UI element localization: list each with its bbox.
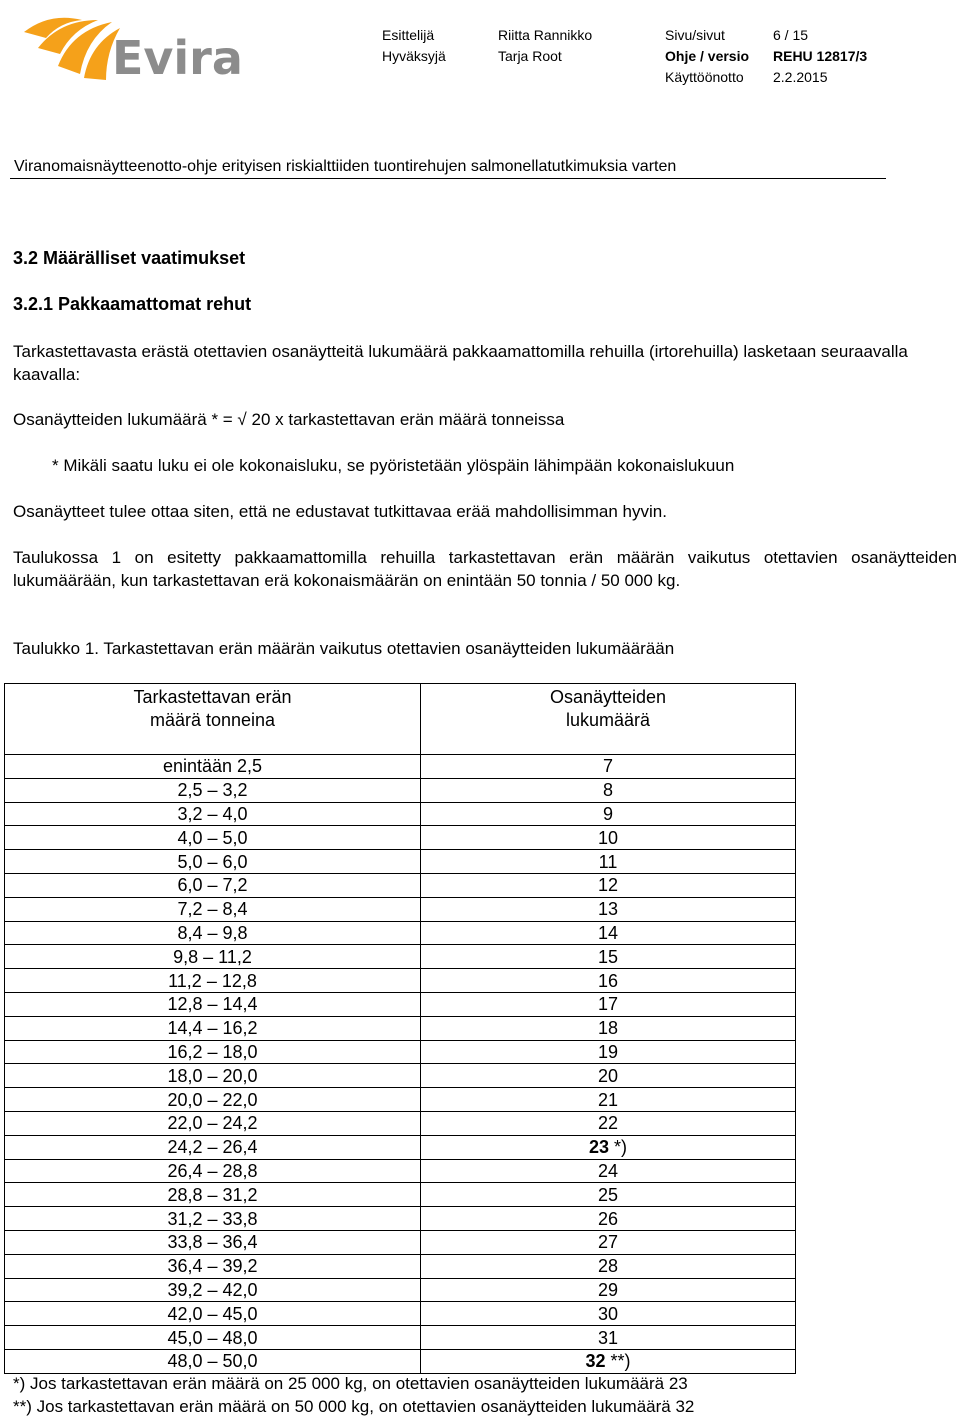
count-value: 16 bbox=[597, 970, 619, 991]
header-label-presenter: Esittelijä bbox=[382, 27, 435, 43]
table-row bbox=[5, 826, 796, 850]
table-row bbox=[5, 1207, 796, 1231]
table-row bbox=[5, 1064, 796, 1088]
sampling-note: Osanäytteet tulee ottaa siten, että ne edustavat tutkittavaa erää mahdollisimman hyvin. bbox=[13, 502, 667, 521]
count-cell bbox=[421, 1040, 796, 1064]
count-value: 22 bbox=[597, 1113, 619, 1134]
count-value: 8 bbox=[602, 780, 613, 801]
amount-cell: 18,0 – 20,0 bbox=[5, 1064, 421, 1088]
amount-cell: 2,5 – 3,2 bbox=[5, 778, 421, 802]
table-row bbox=[5, 755, 796, 779]
count-cell bbox=[421, 802, 796, 826]
header-divider bbox=[10, 178, 886, 179]
count-cell bbox=[421, 945, 796, 969]
section-heading: 3.2 Määrälliset vaatimukset bbox=[13, 248, 246, 268]
table-row bbox=[5, 1159, 796, 1183]
count-cell bbox=[421, 826, 796, 850]
count-cell bbox=[421, 1064, 796, 1088]
table-row bbox=[5, 1254, 796, 1278]
count-cell bbox=[421, 873, 796, 897]
document-title: Viranomaisnäytteenotto-ohje erityisen riskialttiiden tuontirehujen salmonellatutkimuksia varten bbox=[14, 158, 677, 175]
count-value: 12 bbox=[597, 875, 619, 896]
count-value: 29 bbox=[597, 1279, 619, 1300]
amount-cell: 16,2 – 18,0 bbox=[5, 1040, 421, 1064]
amount-cell: 8,4 – 9,8 bbox=[5, 921, 421, 945]
amount-cell: 3,2 – 4,0 bbox=[5, 802, 421, 826]
table-row bbox=[5, 873, 796, 897]
amount-cell: 39,2 – 42,0 bbox=[5, 1278, 421, 1302]
logo-wing-icon bbox=[24, 18, 120, 80]
table-row bbox=[5, 1040, 796, 1064]
count-value: 31 bbox=[597, 1327, 619, 1348]
amount-cell: enintään 2,5 bbox=[5, 755, 421, 779]
table-header-row bbox=[5, 684, 796, 755]
table-row bbox=[5, 1135, 796, 1159]
footnote-marker: *) bbox=[609, 1137, 628, 1158]
sample-count-table bbox=[4, 683, 796, 1374]
amount-cell: 28,8 – 31,2 bbox=[5, 1183, 421, 1207]
count-value: 20 bbox=[597, 1065, 619, 1086]
count-value: 19 bbox=[597, 1041, 619, 1062]
header-presenter-name: Riitta Rannikko bbox=[498, 27, 593, 43]
count-value: 27 bbox=[597, 1232, 619, 1253]
count-cell bbox=[421, 1230, 796, 1254]
amount-cell: 33,8 – 36,4 bbox=[5, 1230, 421, 1254]
amount-cell: 48,0 – 50,0 bbox=[5, 1349, 421, 1373]
footnote-marker: **) bbox=[605, 1351, 631, 1372]
table-row bbox=[5, 1278, 796, 1302]
header-count-line2: lukumäärä bbox=[565, 710, 651, 730]
table-row bbox=[5, 921, 796, 945]
count-value: 11 bbox=[598, 851, 618, 872]
table-row bbox=[5, 897, 796, 921]
count-value: 13 bbox=[597, 899, 619, 920]
table-row bbox=[5, 1016, 796, 1040]
amount-cell: 45,0 – 48,0 bbox=[5, 1326, 421, 1350]
table-row bbox=[5, 1349, 796, 1373]
count-cell bbox=[421, 1207, 796, 1231]
table-row bbox=[5, 945, 796, 969]
count-cell bbox=[421, 1349, 796, 1373]
table-row bbox=[5, 850, 796, 874]
intro-paragraph: Tarkastettavasta erästä otettavien osanäytteitä lukumäärä pakkaamattomilla rehuilla (irtorehuilla) lasketaan seuraavalla kaavalla: bbox=[13, 342, 908, 384]
header-count-line1: Osanäytteiden bbox=[549, 687, 667, 707]
evira-logo bbox=[20, 8, 250, 80]
count-value: 14 bbox=[597, 922, 619, 943]
formula-footnote: * Mikäli saatu luku ei ole kokonaisluku, se pyöristetään ylöspäin lähimpään kokonaislukuun bbox=[52, 456, 735, 475]
logo-text: Evira bbox=[112, 31, 243, 80]
table-row bbox=[5, 969, 796, 993]
amount-cell: 22,0 – 24,2 bbox=[5, 1111, 421, 1135]
amount-cell: 11,2 – 12,8 bbox=[5, 969, 421, 993]
count-cell bbox=[421, 1278, 796, 1302]
count-value: 18 bbox=[597, 1018, 619, 1039]
count-cell bbox=[421, 1088, 796, 1112]
header-amount-line2: määrä tonneina bbox=[149, 710, 276, 730]
count-cell bbox=[421, 921, 796, 945]
count-cell bbox=[421, 1302, 796, 1326]
count-cell bbox=[421, 1159, 796, 1183]
header-label-pages: Sivu/sivut bbox=[665, 27, 725, 43]
count-cell bbox=[421, 755, 796, 779]
subsection-heading: 3.2.1 Pakkaamattomat rehut bbox=[13, 294, 252, 314]
table-row bbox=[5, 778, 796, 802]
footnote-1: *) Jos tarkastettavan erän määrä on 25 000 kg, on otettavien osanäytteiden lukumäärä 23 bbox=[13, 1374, 688, 1393]
table-row bbox=[5, 1088, 796, 1112]
count-value: 26 bbox=[597, 1208, 619, 1229]
amount-cell: 4,0 – 5,0 bbox=[5, 826, 421, 850]
count-value: 24 bbox=[597, 1160, 619, 1181]
amount-cell: 42,0 – 45,0 bbox=[5, 1302, 421, 1326]
table-header-amount bbox=[5, 684, 421, 755]
count-value: 30 bbox=[597, 1303, 619, 1324]
count-value: 25 bbox=[597, 1184, 619, 1205]
formula: Osanäytteiden lukumäärä * = √ 20 x tarkastettavan erän määrä tonneissa bbox=[13, 410, 565, 429]
amount-cell: 36,4 – 39,2 bbox=[5, 1254, 421, 1278]
count-value: 21 bbox=[597, 1089, 619, 1110]
table-row bbox=[5, 802, 796, 826]
amount-cell: 20,0 – 22,0 bbox=[5, 1088, 421, 1112]
table-header-count bbox=[421, 684, 796, 755]
header-label-version: Ohje / versio bbox=[665, 48, 750, 64]
count-cell bbox=[421, 897, 796, 921]
header-label-effective: Käyttöönotto bbox=[665, 69, 744, 85]
amount-cell: 7,2 – 8,4 bbox=[5, 897, 421, 921]
count-value: 17 bbox=[597, 994, 619, 1015]
count-value: 10 bbox=[597, 827, 619, 848]
count-value: 9 bbox=[602, 803, 613, 824]
amount-cell: 31,2 – 33,8 bbox=[5, 1207, 421, 1231]
amount-cell: 12,8 – 14,4 bbox=[5, 992, 421, 1016]
amount-cell: 9,8 – 11,2 bbox=[5, 945, 421, 969]
header-version-value: REHU 12817/3 bbox=[773, 48, 868, 64]
count-cell bbox=[421, 850, 796, 874]
table-intro-paragraph: Taulukossa 1 on esitetty pakkaamattomilla rehuilla tarkastettavan erän määrän vaikutus otettavien osanäytteiden lukumäärään, kun tarkastettavan erä kokonaismäärän on enintään 50 tonnia / 50 000 kg. bbox=[13, 548, 957, 590]
count-cell bbox=[421, 1326, 796, 1350]
count-cell bbox=[421, 1111, 796, 1135]
amount-cell: 24,2 – 26,4 bbox=[5, 1135, 421, 1159]
count-cell bbox=[421, 778, 796, 802]
table-row bbox=[5, 992, 796, 1016]
header-pages-value: 6 / 15 bbox=[773, 27, 809, 43]
count-value: 15 bbox=[597, 946, 619, 967]
amount-cell: 14,4 – 16,2 bbox=[5, 1016, 421, 1040]
table-row bbox=[5, 1111, 796, 1135]
table-row bbox=[5, 1183, 796, 1207]
header-amount-line1: Tarkastettavan erän bbox=[133, 687, 292, 707]
count-cell bbox=[421, 1016, 796, 1040]
amount-cell: 5,0 – 6,0 bbox=[5, 850, 421, 874]
count-cell bbox=[421, 969, 796, 993]
count-value: 7 bbox=[602, 756, 613, 777]
count-cell bbox=[421, 1135, 796, 1159]
footnote-2: **) Jos tarkastettavan erän määrä on 50 000 kg, on otettavien osanäytteiden lukumäärä 32 bbox=[13, 1397, 695, 1416]
count-cell bbox=[421, 1254, 796, 1278]
header-approver-name: Tarja Root bbox=[498, 48, 562, 64]
count-value: 28 bbox=[597, 1256, 619, 1277]
table-row bbox=[5, 1302, 796, 1326]
count-cell bbox=[421, 1183, 796, 1207]
count-value: 32 bbox=[585, 1351, 606, 1372]
count-cell bbox=[421, 992, 796, 1016]
table-caption: Taulukko 1. Tarkastettavan erän määrän vaikutus otettavien osanäytteiden lukumäärään bbox=[13, 639, 675, 658]
header-label-approver: Hyväksyjä bbox=[382, 48, 446, 64]
amount-cell: 6,0 – 7,2 bbox=[5, 873, 421, 897]
table-row bbox=[5, 1230, 796, 1254]
count-value: 23 bbox=[588, 1137, 610, 1158]
table-row bbox=[5, 1326, 796, 1350]
amount-cell: 26,4 – 28,8 bbox=[5, 1159, 421, 1183]
header-effective-value: 2.2.2015 bbox=[773, 69, 828, 85]
